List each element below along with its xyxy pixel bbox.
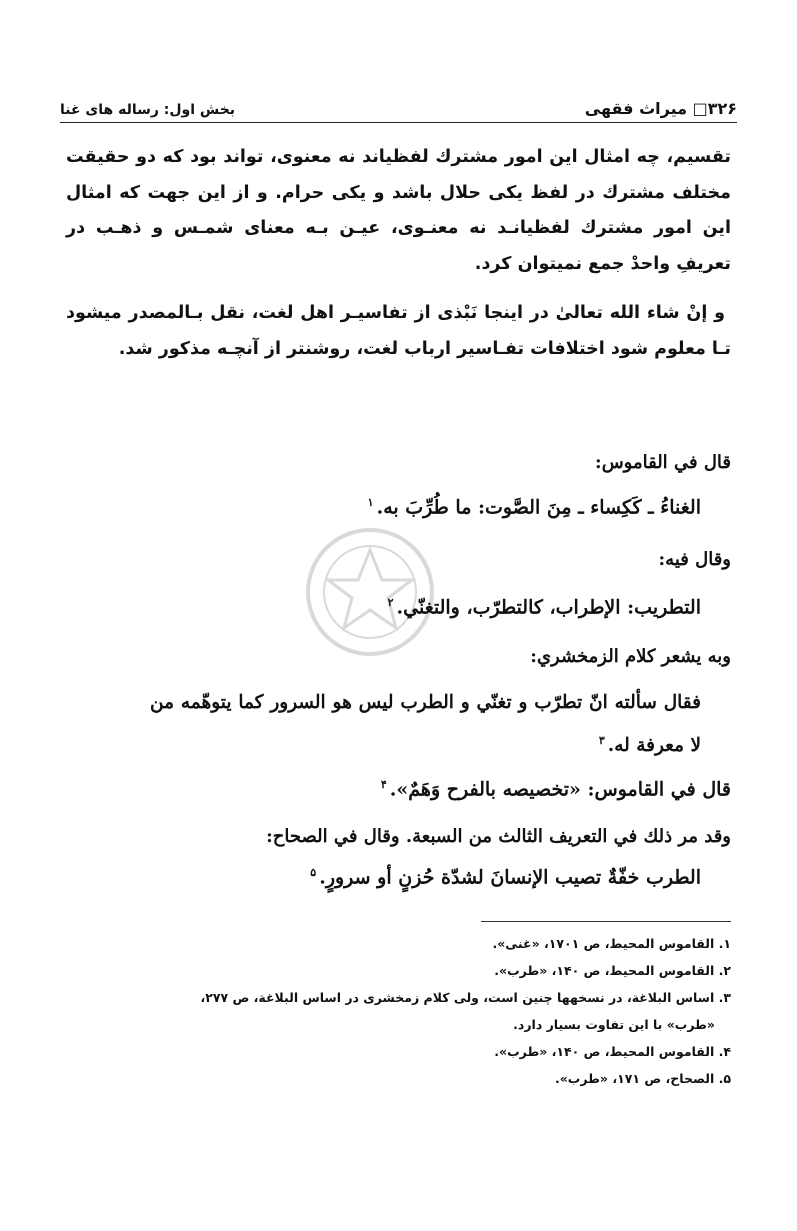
header-divider [60,122,737,123]
quote-5-text: وقد مر ذلك في التعريف الثالث من السبعة. وقال في الصحاح: [266,826,731,847]
quote-2-label: وقال فيه: [658,549,731,570]
footnote-4: ۴. القاموس المحیط، ص ۱۴۰، «طرب». [494,1044,731,1059]
quote-3-text: فقال سألته انّ تطرّب و تغنّي و الطرب ليس هو السرور كما يتوهّمه من لا معرفة له. [150,692,701,757]
footnote-3-continued: «طرب» با این تفاوت بسیار دارد. [513,1017,715,1032]
main-text [66,140,731,381]
footnotes [66,930,731,1092]
footnote-divider [481,921,731,922]
quote-3-label: وبه يشعر كلام الزمخشري: [530,646,731,667]
footnote-5: ۵. الصحاح، ص ۱۷۱، «طرب». [554,1071,731,1086]
quote-2-line [388,596,701,618]
quote-1-line [368,496,701,518]
quote-3-block [150,684,701,765]
page-number-title: ۳۲۶□ میراث فقهی [584,99,737,118]
quote-6-line [310,866,701,888]
quote-2-text: التطريب: الإطراب، كالتطرّب، والتغنّي. [396,596,701,619]
running-header [60,86,737,118]
quote-1-label: قال في القاموس: [595,452,731,473]
footnote-ref-5: ۵ [310,866,317,879]
quote-6-text: الطرب خفّةٌ تصيب الإنسانَ لشدّة حُزنٍ أو سرورٍ. [319,866,701,889]
footnote-2: ۲. القاموس المحیط، ص ۱۴۰، «طرب». [494,963,731,978]
library-seal-icon [300,522,440,662]
footnote-ref-2: ۲ [387,596,394,609]
footnote-3: ۳. اساس البلاغة، در نسخهها چنین است، ولی کلام زمخشری در اساس البلاغة، ص ۲۷۷، [200,990,731,1005]
paragraph-2: و إنْ شاء الله تعالیٰ در اینجا نَبْذی از تفاسیـر اهل لغت، نقل بـالمصدر میشود تـا معلوم شود اختلافات تفـاسیر ارباب لغت، روشنتر از آنچـه مذکور شد. [66,303,731,359]
footnote-ref-3: ۳ [598,734,605,747]
quote-4-text: قال في القاموس: «تخصيصه بالفرح وَهَمٌ». [389,778,731,801]
quote-4-line [381,778,731,800]
quote-1-text: الغناءُ ـ كَكِساء ـ مِنَ الصَّوت: ما طُرِّبَ به. [376,496,701,519]
paragraph-1: تقسیم، چه امثال این امور مشترك لفظیاند نه معنوی، تواند بود که دو حقیقت مختلف مشترك در لفظ یکی حلال باشد و یکی حرام. و از این جهت که امثال این امور مشترك لفظیانـد نه معنـوی، عیـن بـه معنای شمـس و ذهـب در تعریفِ واحدْ جمع نمیتوان کرد. [66,147,731,274]
section-title: بخش اول: رساله های غنا [60,102,236,118]
footnote-1: ۱. القاموس المحیط، ص ۱۷۰۱، «غنی». [492,936,731,951]
footnote-ref-4: ۴ [380,778,387,791]
footnote-ref-1: ۱ [367,496,374,509]
